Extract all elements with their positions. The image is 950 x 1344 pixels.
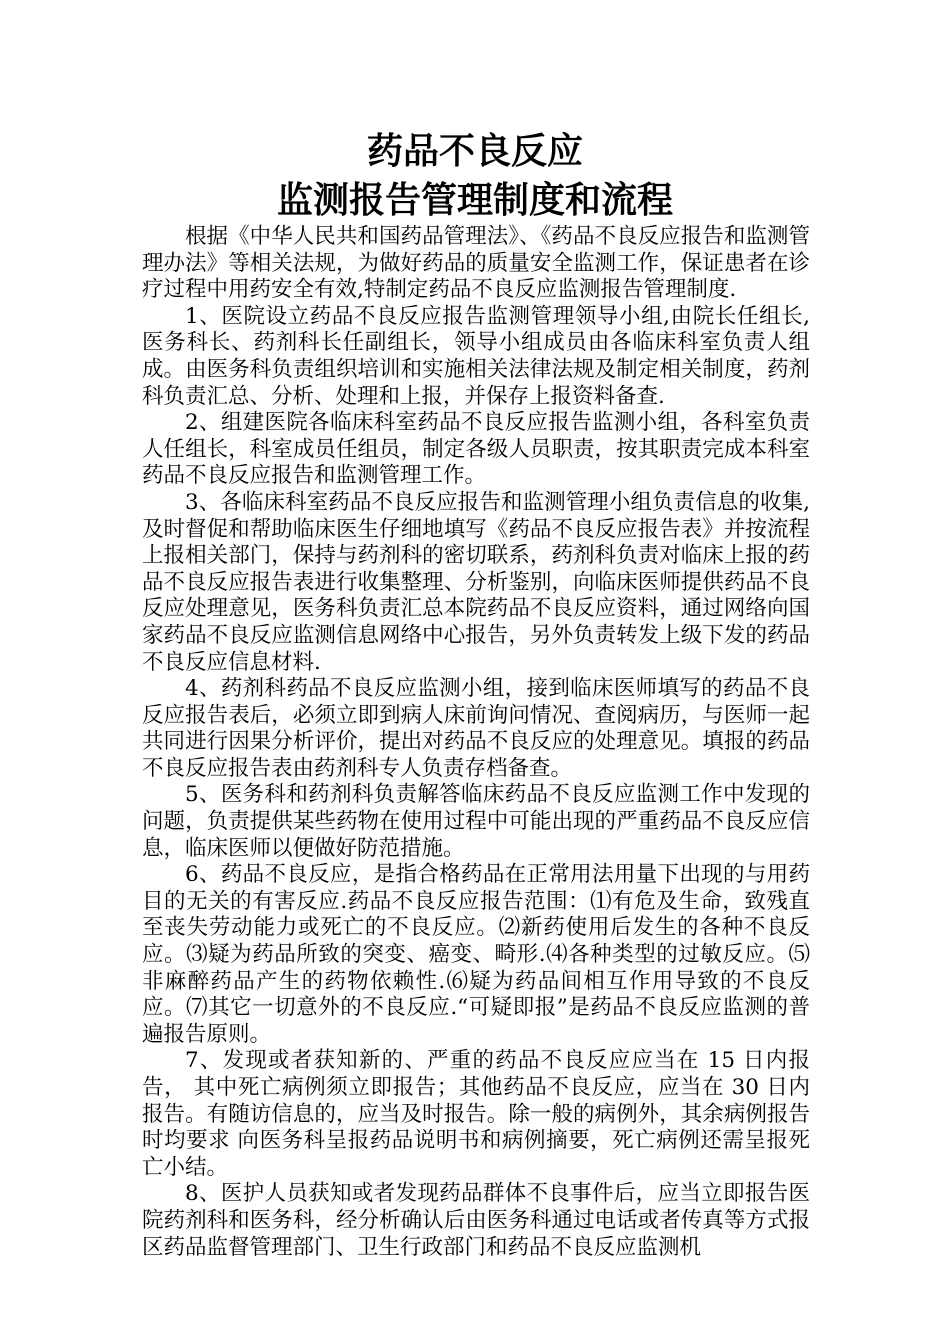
paragraph-intro: 根据《中华人民共和国药品管理法》、《药品不良反应报告和监测管理办法》等相关法规，为做好药品的质量安全监测工作，保证患者在诊疗过程中用药安全有效,特制定药品不良反应监测报告管理制度. <box>142 224 810 303</box>
paragraph-3: 3、各临床科室药品不良反应报告和监测管理小组负责信息的收集,及时督促和帮助临床医生仔细地填写《药品不良反应报告表》并按流程上报相关部门，保持与药剂科的密切联系，药剂科负责对临床上报的药品不良反应报告表进行收集整理、分析鉴别，向临床医师提供药品不良反应处理意见，医务科负责汇总本院药品不良反应资料，通过网络向国家药品不良反应监测信息网络中心报告，另外负责转发上级下发的药品不良反应信息材料. <box>142 489 810 675</box>
document-title-line1: 药品不良反应 <box>366 131 583 172</box>
paragraph-8: 8、医护人员获知或者发现药品群体不良事件后，应当立即报告医 院药剂科和医务科，经分析确认后由医务科通过电话或者传真等方式报区药品监督管理部门、卫生行政部门和药品不良反应监测机 <box>142 1181 810 1260</box>
paragraph-2: 2、组建医院各临床科室药品不良反应报告监测小组，各科室负责人任组长，科室成员任组员，制定各级人员职责，按其职责完成本科室药品不良反应报告和监测管理工作。 <box>142 410 810 489</box>
paragraph-5: 5、医务科和药剂科负责解答临床药品不良反应监测工作中发现的问题，负责提供某些药物在使用过程中可能出现的严重药品不良反应信息，临床医师以便做好防范措施。 <box>142 782 810 861</box>
paragraph-1: 1、医院设立药品不良反应报告监测管理领导小组,由院长任组长,医务科长、药剂科长任副组长，领导小组成员由各临床科室负责人组成。由医务科负责组织培训和实施相关法律法规及制定相关制度，药剂科负责汇总、分析、处理和上报，并保存上报资料备查. <box>142 303 810 409</box>
document-title-line2: 监测报告管理制度和流程 <box>276 180 673 221</box>
paragraph-7: 7、发现或者获知新的、严重的药品不良反应应当在 15 日内报告， 其中死亡病例须立即报告；其他药品不良反应，应当在 30 日内报告。有随访信息的，应当及时报告。除一般的病例外，其余病例报告时均要求 向医务科呈报药品说明书和病例摘要，死亡病例还需呈报死亡小结。 <box>142 1048 810 1180</box>
paragraph-6: 6、药品不良反应，是指合格药品在正常用法用量下出现的与用药目的无关的有害反应.药品不良反应报告范围：⑴有危及生命，致残直至丧失劳动能力或死亡的不良反应。⑵新药使用后发生的各种不良反应。⑶疑为药品所致的突变、癌变、畸形.⑷各种类型的过敏反应。⑸ 非麻醉药品产生的药物依赖性.⑹疑为药品间相互作用导致的不良反应。⑺其它一切意外的不良反应.“可疑即报”是药品不良反应监测的普遍报告原则。 <box>142 862 810 1047</box>
document-body <box>142 224 810 1261</box>
paragraph-4: 4、药剂科药品不良反应监测小组，接到临床医师填写的药品不良反应报告表后，必须立即到病人床前询问情况、查阅病历，与医师一起共同进行因果分析评价，提出对药品不良反应的处理意见。填报的药品不良反应报告表由药剂科专人负责存档备查。 <box>142 676 810 781</box>
